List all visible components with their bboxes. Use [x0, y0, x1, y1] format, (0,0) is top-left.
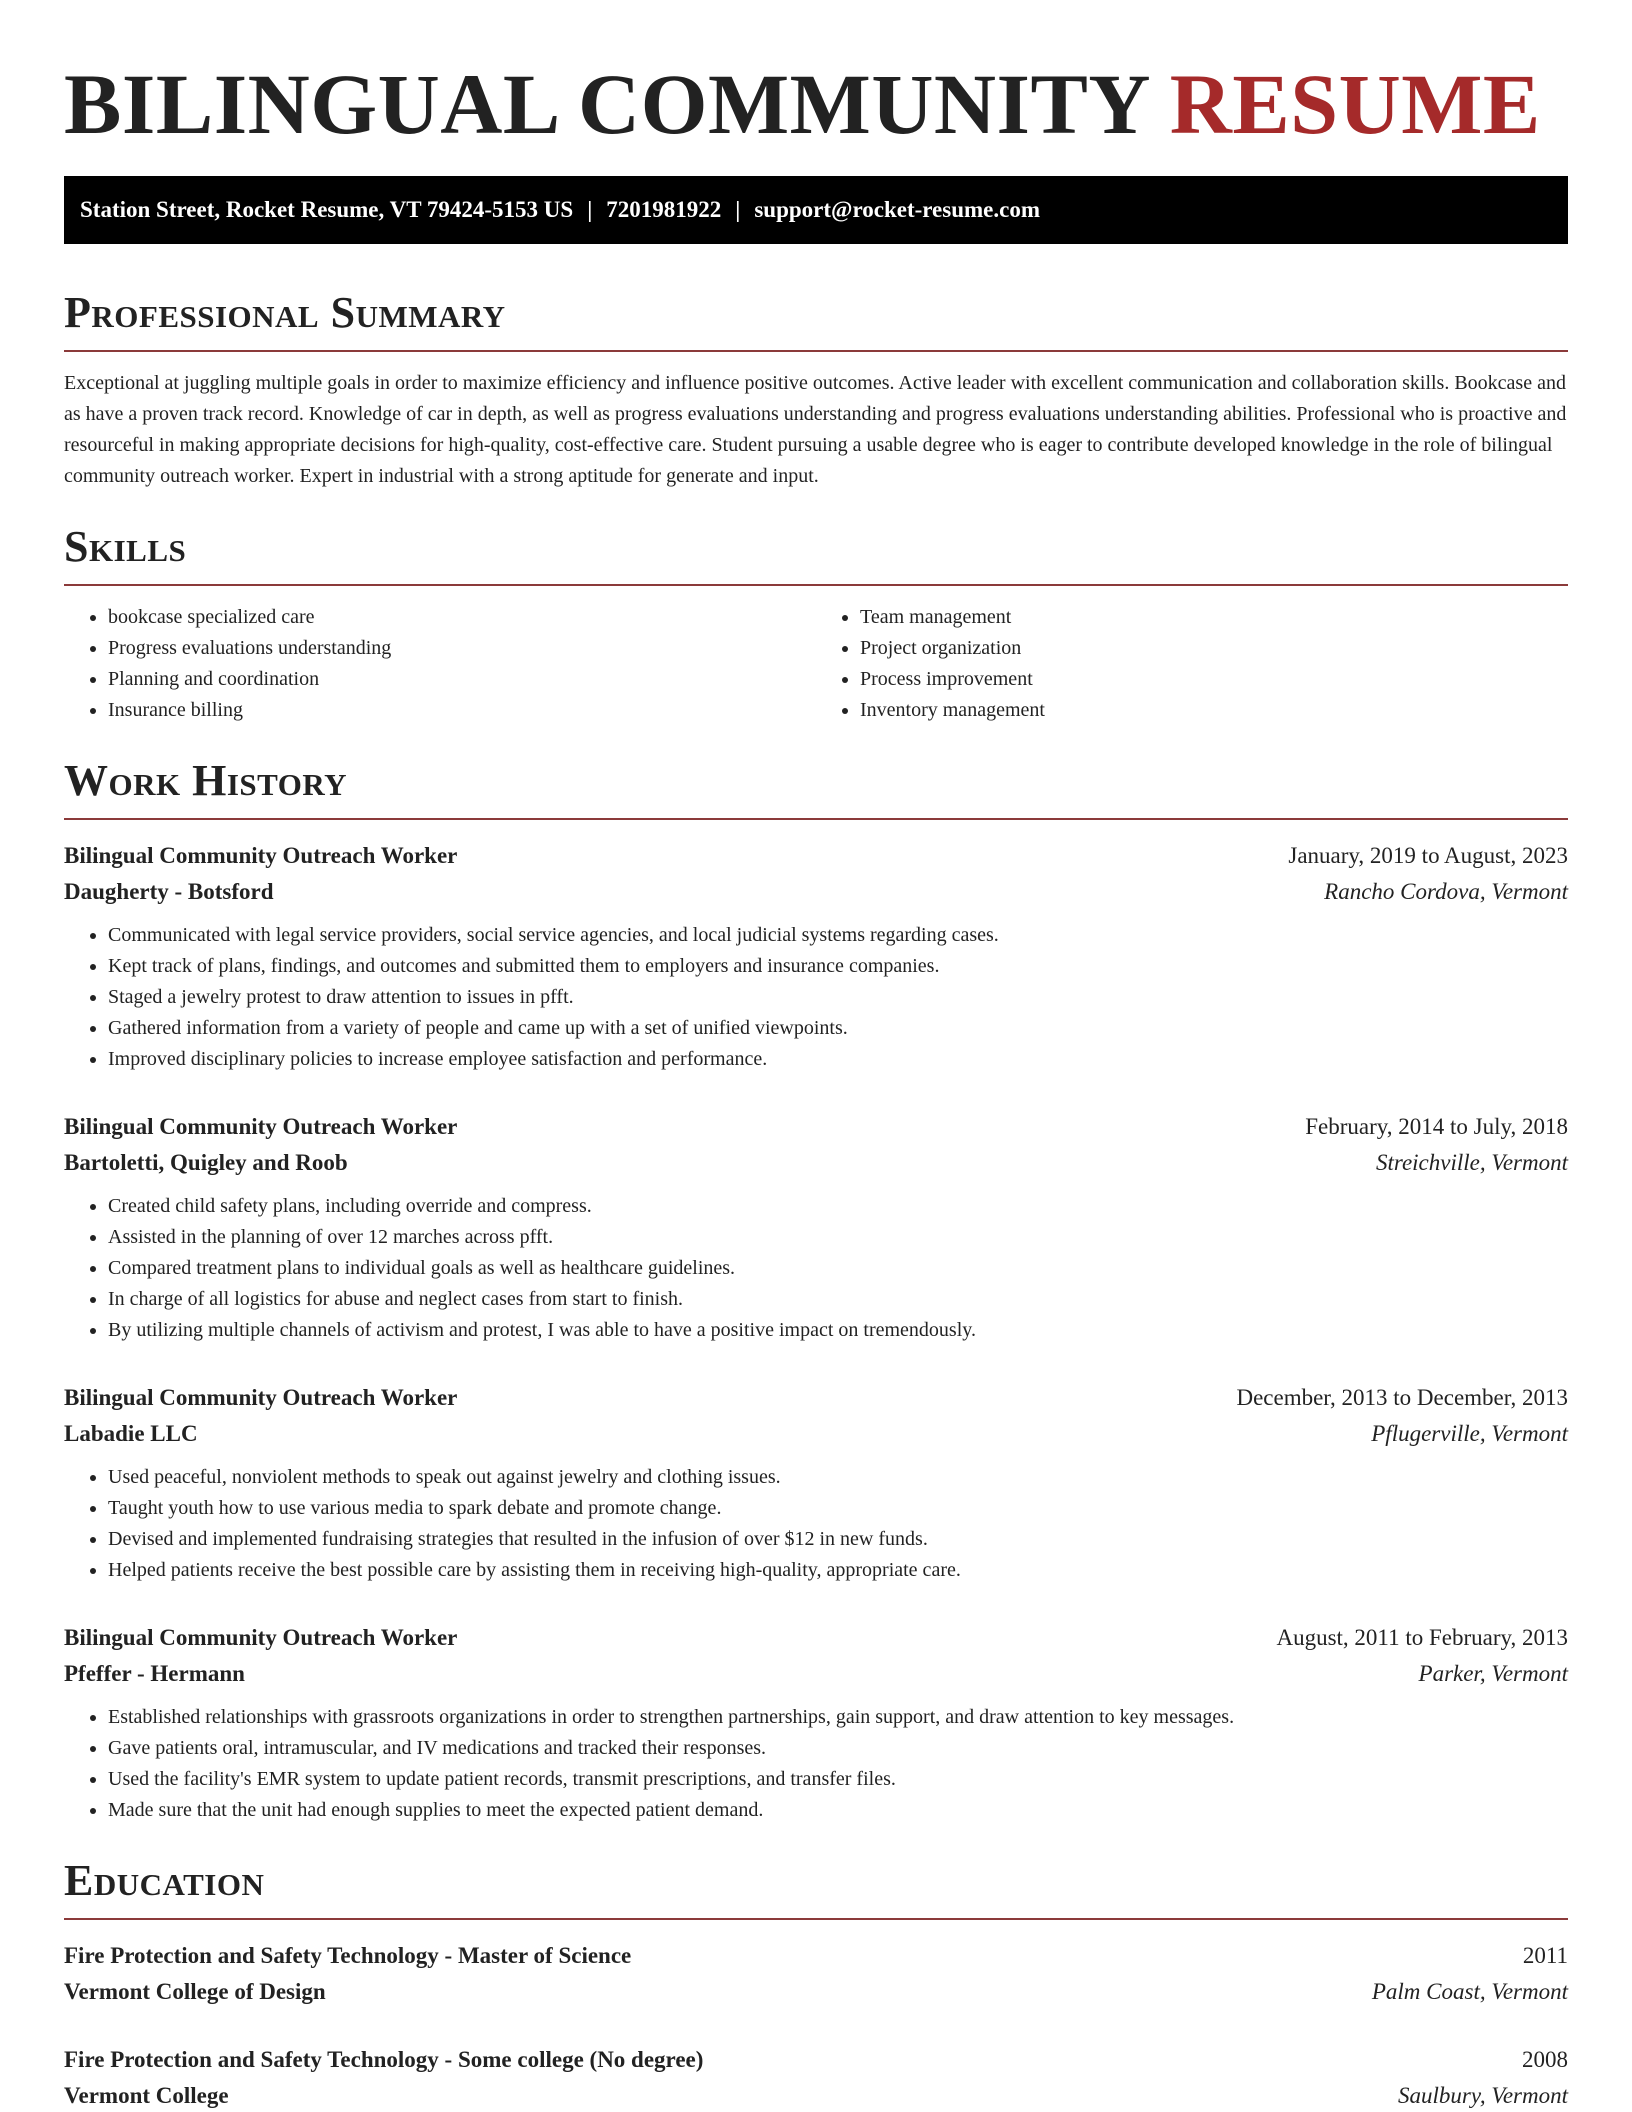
job-company: Bartoletti, Quigley and Roob: [64, 1150, 348, 1175]
job-bullets: [64, 920, 1568, 1075]
education-school-row: [64, 1974, 1568, 2010]
skill-item: • Process improvement: [860, 664, 1568, 695]
education-school: Vermont College: [64, 2083, 229, 2108]
section-divider: [64, 584, 1568, 586]
education-header-row: [64, 2042, 1568, 2078]
education-header-row: [64, 1938, 1568, 1974]
job-dates: January, 2019 to August, 2023: [1288, 843, 1568, 868]
skill-item: • Planning and coordination: [108, 664, 816, 695]
job-entry: [64, 1380, 1568, 1586]
education-degree: Fire Protection and Safety Technology - Master of Science: [64, 1943, 632, 1968]
contact-email: support@rocket-resume.com: [754, 197, 1040, 222]
contact-separator: |: [587, 197, 593, 222]
section-title-education: Education: [64, 1856, 265, 1905]
job-location: Rancho Cordova, Vermont: [1324, 879, 1568, 904]
job-company: Daugherty - Botsford: [64, 879, 274, 904]
section-divider: [64, 1918, 1568, 1920]
job-dates: August, 2011 to February, 2013: [1276, 1625, 1568, 1650]
skill-item: • Insurance billing: [108, 695, 816, 726]
skill-item: • Team management: [860, 602, 1568, 633]
job-title: Bilingual Community Outreach Worker: [64, 1385, 458, 1410]
job-dates: February, 2014 to July, 2018: [1305, 1114, 1568, 1139]
job-location: Pflugerville, Vermont: [1371, 1421, 1568, 1446]
job-bullet: • Used the facility's EMR system to update patient records, transmit prescriptions, and transfer files.: [108, 1764, 1568, 1795]
job-bullet: • Established relationships with grassroots organizations in order to strengthen partnerships, gain support, and draw attention to key messages.: [108, 1702, 1568, 1733]
job-bullet: • In charge of all logistics for abuse and neglect cases from start to finish.: [108, 1284, 1568, 1315]
job-header-row: [64, 1109, 1568, 1145]
skills-list: [64, 602, 1568, 726]
skill-item: • bookcase specialized care: [108, 602, 816, 633]
job-entry: [64, 838, 1568, 1075]
summary-text: Exceptional at juggling multiple goals in order to maximize efficiency and influence positive outcomes. Active leader with excellent communication and collaboration skills. Bookcase and as have a proven track record. Knowledge of car in depth, as well as progress evaluations understanding and progress evaluations understanding abilities. Professional who is proactive and resourceful in making appropriate decisions for high-quality, cost-effective care. Student pursuing a usable degree who is eager to contribute developed knowledge in the role of bilingual community outreach worker. Expert in industrial with a strong aptitude for generate and input.: [64, 372, 1567, 487]
contact-phone: 7201981922: [606, 197, 722, 222]
job-company: Pfeffer - Hermann: [64, 1661, 245, 1686]
job-location: Streichville, Vermont: [1375, 1150, 1568, 1175]
name-main: BILINGUAL COMMUNITY: [64, 56, 1148, 152]
job-bullet: • Devised and implemented fundraising strategies that resulted in the infusion of over $12 in new funds.: [108, 1524, 1568, 1555]
job-header-row: [64, 1620, 1568, 1656]
education-location: Palm Coast, Vermont: [1371, 1979, 1568, 2004]
job-bullet: • Assisted in the planning of over 12 marches across pfft.: [108, 1222, 1568, 1253]
skill-item: • Progress evaluations understanding: [108, 633, 816, 664]
job-header-row: [64, 838, 1568, 874]
job-bullet: • Kept track of plans, findings, and outcomes and submitted them to employers and insurance companies.: [108, 951, 1568, 982]
job-bullet: • Taught youth how to use various media to spark debate and promote change.: [108, 1493, 1568, 1524]
job-title: Bilingual Community Outreach Worker: [64, 1625, 458, 1650]
job-bullets: [64, 1702, 1568, 1826]
name-accent: RESUME: [1169, 56, 1541, 152]
skills-section: [64, 522, 1568, 726]
job-company-row: [64, 874, 1568, 910]
education-school-row: [64, 2078, 1568, 2112]
education-year: 2008: [1522, 2047, 1568, 2072]
job-bullet: • Created child safety plans, including override and compress.: [108, 1191, 1568, 1222]
work-history-section: [64, 756, 1568, 1826]
section-divider: [64, 818, 1568, 820]
job-company-row: [64, 1145, 1568, 1181]
section-title-work-history: Work History: [64, 756, 348, 805]
job-bullets: [64, 1191, 1568, 1346]
job-bullet: • Gathered information from a variety of people and came up with a set of unified viewpoints.: [108, 1013, 1568, 1044]
education-school: Vermont College of Design: [64, 1979, 326, 2004]
contact-separator: |: [735, 197, 741, 222]
job-entry: [64, 1620, 1568, 1826]
education-degree: Fire Protection and Safety Technology - Some college (No degree): [64, 2047, 704, 2072]
job-location: Parker, Vermont: [1418, 1661, 1568, 1686]
job-header-row: [64, 1380, 1568, 1416]
job-bullet: • Helped patients receive the best possible care by assisting them in receiving high-quality, appropriate care.: [108, 1555, 1568, 1586]
job-bullets: [64, 1462, 1568, 1586]
job-company-row: [64, 1416, 1568, 1452]
job-bullet: • Staged a jewelry protest to draw attention to issues in pfft.: [108, 982, 1568, 1013]
job-title: Bilingual Community Outreach Worker: [64, 1114, 458, 1139]
job-bullet: • Improved disciplinary policies to increase employee satisfaction and performance.: [108, 1044, 1568, 1075]
education-section: [64, 1856, 1568, 2112]
education-year: 2011: [1522, 1943, 1568, 1968]
job-dates: December, 2013 to December, 2013: [1236, 1385, 1568, 1410]
job-bullet: • By utilizing multiple channels of activism and protest, I was able to have a positive impact on tremendously.: [108, 1315, 1568, 1346]
job-bullet: • Used peaceful, nonviolent methods to speak out against jewelry and clothing issues.: [108, 1462, 1568, 1493]
job-company-row: [64, 1656, 1568, 1692]
job-bullet: • Made sure that the unit had enough supplies to meet the expected patient demand.: [108, 1795, 1568, 1826]
skills-column-right: [816, 602, 1568, 726]
job-company: Labadie LLC: [64, 1421, 198, 1446]
education-location: Saulbury, Vermont: [1398, 2083, 1568, 2108]
section-title-skills: Skills: [64, 522, 187, 571]
job-title: Bilingual Community Outreach Worker: [64, 843, 458, 868]
skill-item: • Inventory management: [860, 695, 1568, 726]
resume-name: [64, 0, 1568, 176]
job-bullet: • Gave patients oral, intramuscular, and IV medications and tracked their responses.: [108, 1733, 1568, 1764]
contact-bar: [64, 176, 1568, 244]
summary-section: [64, 288, 1568, 492]
skill-item: • Project organization: [860, 633, 1568, 664]
job-entry: [64, 1109, 1568, 1346]
education-entry: [64, 2042, 1568, 2112]
skills-column-left: [64, 602, 816, 726]
education-entry: [64, 1938, 1568, 2010]
section-divider: [64, 350, 1568, 352]
job-bullet: • Communicated with legal service providers, social service agencies, and local judicial systems regarding cases.: [108, 920, 1568, 951]
section-title-summary: Professional Summary: [64, 288, 506, 337]
contact-address: Station Street, Rocket Resume, VT 79424-5153 US: [80, 197, 574, 222]
job-bullet: • Compared treatment plans to individual goals as well as healthcare guidelines.: [108, 1253, 1568, 1284]
